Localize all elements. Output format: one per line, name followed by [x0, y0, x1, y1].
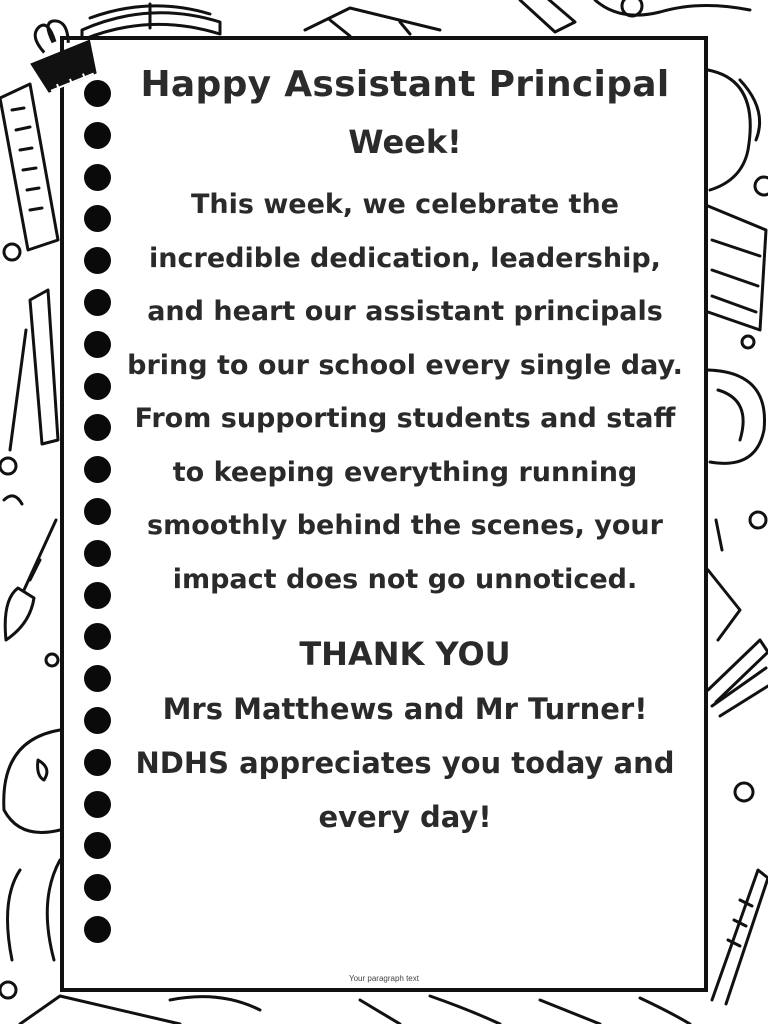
punch-hole [84, 623, 111, 650]
globe-icon [4, 730, 60, 960]
ruler-right-icon [712, 870, 768, 1004]
pen-icon [10, 290, 58, 450]
poster-content [112, 54, 698, 844]
punch-hole [84, 164, 111, 191]
punch-hole [84, 665, 111, 692]
ruler-icon [0, 84, 58, 250]
clock-icon [708, 370, 765, 463]
punch-hole [84, 247, 111, 274]
marker-icon [520, 0, 750, 32]
punch-hole [84, 331, 111, 358]
punch-hole [84, 540, 111, 567]
punch-hole [84, 456, 111, 483]
binder-clip-icon [18, 14, 108, 104]
thank-you-heading: THANK YOU [299, 635, 511, 673]
calculator-icon [708, 206, 766, 330]
poster-title: Happy Assistant Principal [140, 64, 670, 105]
message-paragraph: This week, we celebrate the incredible dedication, leadership, and heart our assistant principals bring to our school every single day. From supporting students and staff to keeping everything running smoothly behind the scenes, your impact does not go unnoticed. [127, 189, 683, 595]
bottom-doodles [20, 996, 690, 1024]
punch-hole [84, 414, 111, 441]
punch-hole [84, 122, 111, 149]
punch-hole [84, 749, 111, 776]
poster-title-line2: Week! [348, 123, 462, 161]
punch-hole [84, 373, 111, 400]
footer-placeholder-text: Your paragraph text [349, 974, 419, 983]
punch-hole [84, 874, 111, 901]
paintbrush-icon [5, 520, 56, 640]
punch-hole [84, 289, 111, 316]
punch-hole [84, 205, 111, 232]
honoree-names: Mrs Matthews and Mr Turner! [162, 692, 648, 726]
punch-hole [84, 916, 111, 943]
palette-icon [708, 70, 760, 190]
punch-hole [84, 498, 111, 525]
pencil-icon [305, 8, 440, 36]
closing-line: NDHS appreciates you today and every day! [135, 746, 675, 834]
punch-hole [84, 791, 111, 818]
marker-right-icon [708, 640, 768, 716]
punch-hole [84, 582, 111, 609]
punch-hole [84, 832, 111, 859]
punch-holes [84, 80, 112, 950]
punch-hole [84, 707, 111, 734]
